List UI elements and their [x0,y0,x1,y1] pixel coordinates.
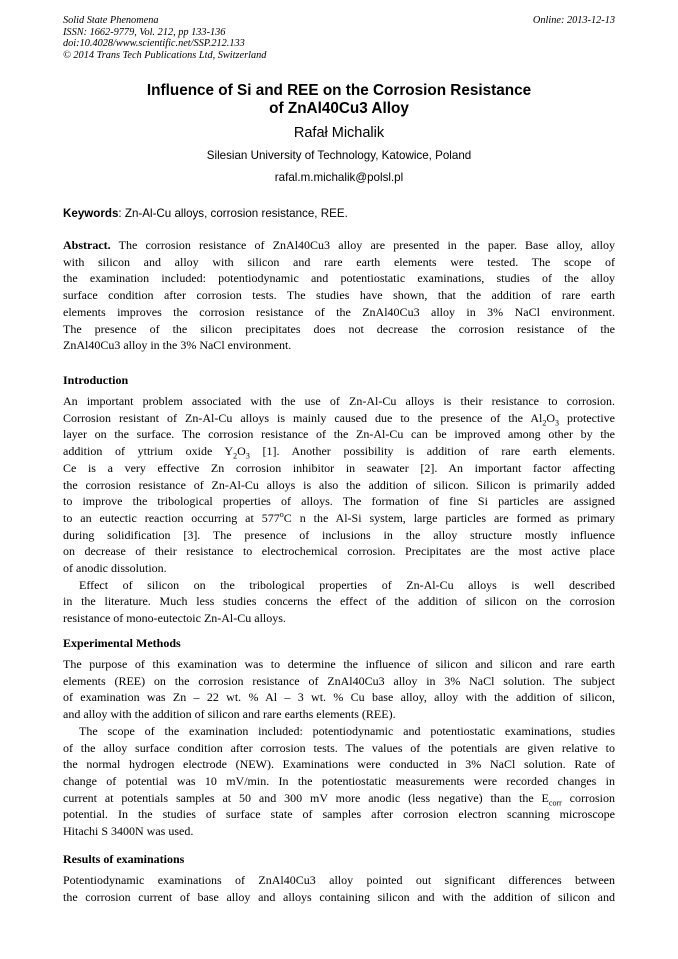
copyright-line: © 2014 Trans Tech Publications Ltd, Switzerland [63,49,267,61]
introduction-heading: Introduction [63,373,129,387]
author-affiliation: Silesian University of Technology, Katowice, Poland [206,149,472,162]
intro-line: to improve the tribological properties of alloys. The formation of fine Si particles are assigned [63,494,615,509]
methods-line: and alloy with the addition of silicon and rare earths elements (REE). [63,707,396,722]
results-line: the corrosion current of base alloy and alloys containing silicon and with the addition of silicon and [63,889,615,904]
title-line-2: of ZnAl40Cu3 Alloy [269,100,409,117]
intro-line: layer on the surface. The corrosion resistance of the Zn-Al-Cu can be improved among other by the [63,427,615,442]
introduction-body [63,393,615,627]
methods-line: The purpose of this examination was to determine the influence of silicon and silicon and rare earth [63,657,615,671]
doi-line: doi:10.4028/www.scientific.net/SSP.212.133 [63,38,245,50]
abstract-line: Abstract. The corrosion resistance of ZnAl40Cu3 alloy are presented in the paper. Base alloy, alloy [63,238,615,252]
intro-line: in the literature. Much less studies concerns the effect of the addition of silicon on the corrosion [63,594,615,609]
methods-line: Hitachi S 3400N was used. [63,824,194,839]
methods-line: The scope of the examination included: potentiodynamic and potentiostatic examinations, studies [79,723,615,738]
abstract-line: the examination included: potentiodynamic and potentiostatic examinations, studies of the alloy [63,271,615,286]
intro-line: Effect of silicon on the tribological properties of Zn-Al-Cu alloys is well described [79,577,615,592]
journal-info [63,15,266,61]
intro-line: to an eutectic reaction occurring at 577$^o$C n the Al-Si system, large particles are formed as primary [63,509,615,525]
abstract [63,237,615,354]
intro-line: An important problem associated with the use of Zn-Al-Cu alloys is their resistance to corrosion. [63,394,615,408]
abstract-line: surface condition after corrosion tests. The studies have shown, that the addition of rare earth [63,288,615,303]
methods-line: of examination was Zn – 22 wt. % Al – 3 wt. % Cu base alloy, alloy with the addition of silicon, [63,690,615,705]
intro-line: addition of yttrium oxide $Y_2O_3$ [1]. Another possibility is addition of rare earth elements. [63,444,615,461]
abstract-line: with silicon and alloy with silicon and rare earth elements were tested. The scope of [63,254,615,269]
online-date: Online: 2013-12-13 [532,15,615,26]
intro-line: the corrosion resistance of Zn-Al-Cu alloys is also the addition of silicon. Silicon is primarily added [63,477,615,492]
methods-line: the normal hydrogen electrode (NEW). Examinations were conducted in 3% NaCl solution. Rate of [63,757,615,772]
issn-line: ISSN: 1662-9779, Vol. 212, pp 133-136 [63,26,226,38]
abstract-label: Abstract. [63,238,111,252]
keywords-text: : Zn-Al-Cu alloys, corrosion resistance, REE. [118,207,348,220]
author-name: Rafał Michalik [293,125,385,141]
methods-line: change of potential was 10 mV/min. In the potentiostatic measurements were recorded changes in [63,773,615,788]
results-line: Potentiodynamic examinations of ZnAl40Cu3 alloy pointed out significant differences between [63,873,615,887]
methods-line: potential. In the studies of surface state of samples after corrosion electron scanning microscope [63,807,615,822]
intro-line: resistance of mono-eutectoic Zn-Al-Cu alloys. [63,611,286,626]
methods-body [63,656,615,840]
journal-name: Solid State Phenomena [63,15,159,26]
paper-title [63,82,615,118]
intro-line: Ce is a very effective Zn corrosion inhibitor in seawater [2]. An important factor affecting [63,460,615,475]
intro-line: of anodic dissolution. [63,561,167,576]
results-body [63,872,615,905]
title-line-1: Influence of Si and REE on the Corrosion Resistance [146,82,532,99]
abstract-line: elements improves the corrosion resistance of the ZnAl40Cu3 alloy in 3% NaCl environment. [63,304,615,319]
intro-line: on decrease of their resistance to electrochemical corrosion. Precipitates are the most active place [63,544,615,559]
results-heading: Results of examinations [63,852,185,866]
methods-line: of the alloy surface condition after corrosion tests. The values of the potentials are given relative to [63,740,615,755]
abstract-line: ZnAl40Cu3 alloy in the 3% NaCl environment. [63,338,292,353]
author-email: rafal.m.michalik@polsl.pl [274,171,404,184]
methods-heading: Experimental Methods [63,636,181,650]
keywords-label: Keywords [63,207,119,220]
intro-line: Corrosion resistant of Zn-Al-Cu alloys is mainly caused due to the presence of the $Al_2O_3$ protective [63,410,615,428]
methods-line: elements (REE) on the corrosion resistance of ZnAl40Cu3 alloy in 3% NaCl solution. The subject [63,673,615,688]
methods-line: current at potentials samples at 50 and 300 mV more anodic (less negative) than the $E_{corr}$ corrosion [63,790,615,808]
intro-line: during solidification [3]. The presence of inclusions in the alloy structure mostly influence [63,527,615,542]
keywords [63,207,615,221]
abstract-line: The presence of the silicon precipitates does not decrease the corrosion resistance of the [63,321,615,336]
